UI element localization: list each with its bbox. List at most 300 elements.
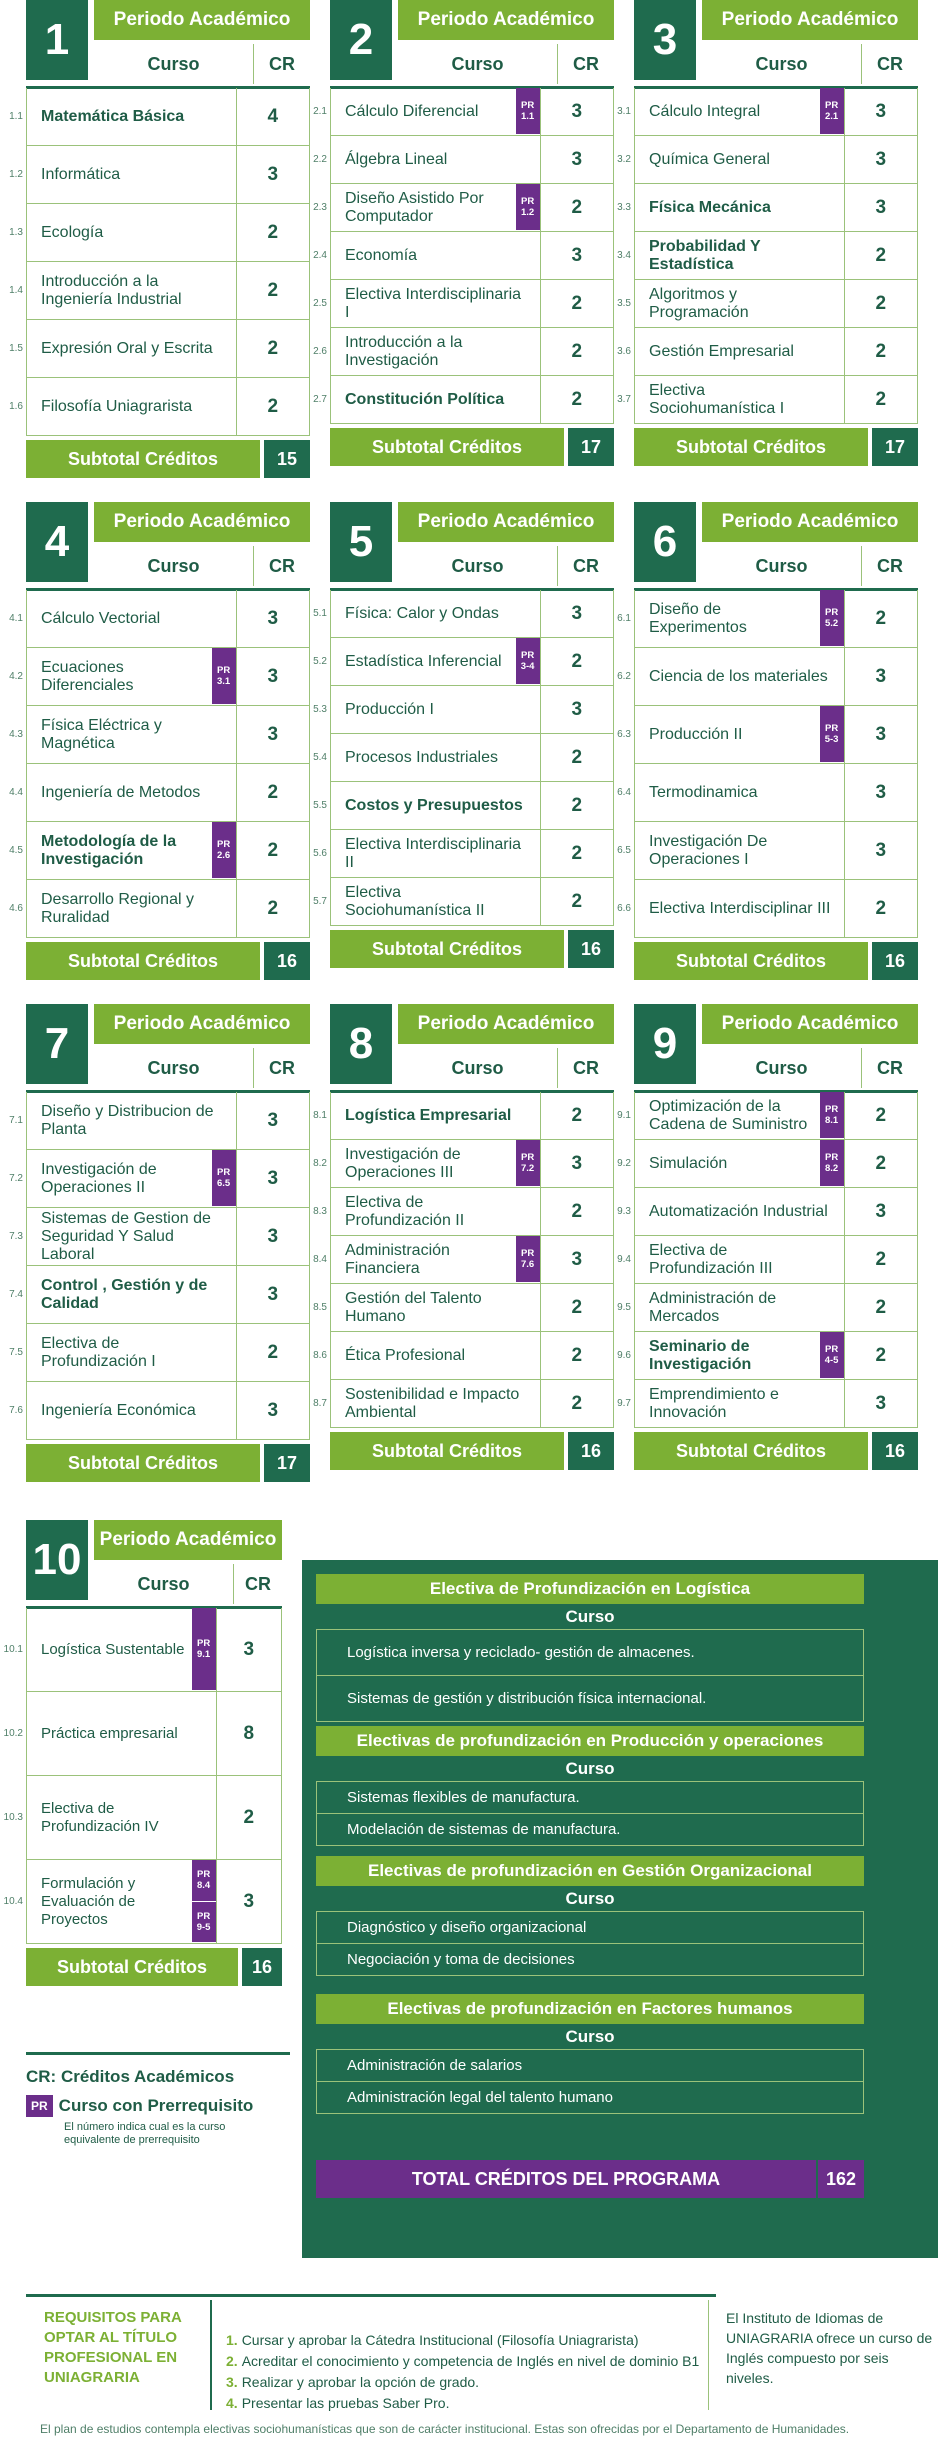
course-code: 9.6 [617,1350,631,1361]
course-name [331,1284,540,1331]
course-credits: 2 [540,1284,613,1331]
course-row [9,706,310,764]
institute-note: El Instituto de Idiomas de UNIAGRARIA ofrece un curso de Inglés compuesto por seis niveles. [726,2310,933,2386]
course-credits: 2 [540,328,613,375]
course-credits: 2 [844,328,917,375]
course-row [313,1332,614,1380]
course-row [617,184,918,232]
course-name [635,822,844,879]
course-name [27,822,236,879]
course-credits: 3 [236,1092,309,1149]
course-row [313,830,614,878]
course-code: 9.3 [617,1206,631,1217]
course-name-text: Física Eléctrica y Magnética [41,716,162,752]
course-name [331,1140,540,1187]
course-list [313,1092,614,1428]
column-header-cr: CR [573,53,599,74]
course-name-text: Desarrollo Regional y Ruralidad [41,890,194,926]
pr-value: 3-4 [520,661,535,672]
requirement-number: 3. [226,2374,238,2390]
course-name [27,764,236,821]
prerequisite-badge [516,88,540,135]
column-header-curso: Curso [702,1048,862,1088]
requirement-item [226,2393,699,2414]
course-row [313,88,614,136]
course-row [313,1284,614,1332]
elective-course: Administración de salarios [316,2050,864,2082]
elective-course: Logística inversa y reciclado- gestión de almacenes. [316,1630,864,1676]
course-row [313,1188,614,1236]
pr-value: 1.2 [521,207,535,218]
course-code: 8.4 [313,1254,327,1265]
legend-pr-note: El número indica cual es la curso equivalente de prerrequisito [64,2121,226,2146]
course-credits: 2 [844,1140,917,1187]
prerequisite-code [820,706,844,763]
course-list [9,1092,310,1440]
course-code: 4.2 [9,671,23,682]
course-row [9,1324,310,1382]
elective-block [316,1994,864,2114]
course-code: 3.7 [617,394,631,405]
course-name-text: Filosofía Uniagrarista [41,397,193,415]
course-code: 6.3 [617,729,631,740]
course-name [635,764,844,821]
semester-title: Periodo Académico [702,0,918,40]
course-credits: 2 [540,734,613,781]
course-code: 5.5 [313,800,327,811]
course-name-text: Procesos Industriales [345,748,498,766]
semester-number: 8 [330,1004,392,1084]
course-code: 1.2 [9,169,23,180]
course-name [331,638,540,685]
course-name [331,734,540,781]
course-name-text: Economía [345,246,418,264]
course-row [3,1692,282,1776]
course-name [27,1092,236,1149]
course-name [27,648,236,705]
prerequisite-code [516,1236,540,1283]
course-credits: 3 [540,88,613,135]
pr-label: PR [825,607,839,618]
course-list [9,88,310,436]
course-credits: 3 [236,1382,309,1439]
prerequisite-code [516,638,540,685]
course-row [313,1140,614,1188]
semester-header [330,502,614,590]
course-credits: 2 [844,590,917,647]
course-code: 2.3 [313,202,327,213]
course-credits: 3 [844,184,917,231]
course-credits: 2 [236,204,309,261]
course-credits: 2 [236,880,309,937]
course-code: 6.5 [617,845,631,856]
course-name-text: Optimización de la Cadena de Suministro [649,1097,808,1133]
course-credits: 3 [844,648,917,705]
legend-pr [26,2095,290,2117]
course-list [617,590,918,938]
prerequisite-badge [212,648,236,705]
course-name [635,590,844,647]
course-row [617,822,918,880]
course-name [27,262,236,319]
prerequisite-badge [820,1092,844,1139]
elective-curso-header: Curso [316,2024,864,2050]
column-header-curso: Curso [94,1048,254,1088]
course-name [635,280,844,327]
column-header-cr: CR [877,555,903,576]
total-label: TOTAL CRÉDITOS DEL PROGRAMA [316,2160,816,2198]
semester-header [26,0,310,88]
semester-number: 2 [330,0,392,80]
elective-curso-header: Curso [316,1604,864,1630]
course-credits: 3 [540,136,613,183]
course-row [617,1236,918,1284]
course-row [313,734,614,782]
prerequisite-code [192,1608,216,1691]
course-name-text: Administración de Mercados [649,1289,777,1325]
course-row [313,686,614,734]
prerequisite-code [192,1860,216,1902]
subtotal-label: Subtotal Créditos [634,428,868,466]
subtotal-label: Subtotal Créditos [330,1432,564,1470]
course-name-text: Seminario de Investigación [649,1337,752,1373]
course-row [3,1860,282,1944]
prerequisite-code [516,88,540,135]
subtotal-row [26,1444,310,1482]
course-row [9,880,310,938]
course-code: 2.7 [313,394,327,405]
course-credits: 2 [540,782,613,829]
course-name-text: Práctica empresarial [41,1724,178,1742]
course-credits: 2 [236,320,309,377]
course-name [635,706,844,763]
course-row [617,1332,918,1380]
subtotal-value: 17 [264,1444,310,1482]
course-name [27,880,236,937]
semester-title: Periodo Académico [702,502,918,542]
semester-number: 5 [330,502,392,582]
course-row [9,204,310,262]
semester-8 [313,1004,614,1470]
course-credits: 8 [216,1692,281,1775]
pr-value: 9.1 [197,1649,211,1660]
pr-label: PR [521,100,535,111]
course-name [635,1380,844,1427]
course-code: 8.6 [313,1350,327,1361]
course-credits: 2 [540,280,613,327]
course-name [331,88,540,135]
course-row [313,878,614,926]
semester-2 [313,0,614,466]
course-name-text: Física Mecánica [649,198,771,216]
column-header-cr: CR [245,1573,271,1594]
prerequisite-code [212,648,236,705]
column-header-cr: CR [269,53,295,74]
course-row [9,88,310,146]
course-name [635,1188,844,1235]
course-credits: 2 [844,1332,917,1379]
elective-title: Electivas de profundización en Gestión Organizacional [316,1856,864,1886]
course-credits: 2 [236,262,309,319]
course-name [331,376,540,423]
course-code: 2.5 [313,298,327,309]
course-name [27,1692,216,1775]
course-row [617,1140,918,1188]
semester-header [26,1004,310,1092]
course-name [27,378,236,435]
course-name-text: Investigación de Operaciones II [41,1160,157,1196]
course-name [331,136,540,183]
course-name [27,590,236,647]
course-credits: 3 [236,1266,309,1323]
course-row [617,1092,918,1140]
course-credits: 2 [540,184,613,231]
course-name [27,1608,216,1691]
course-name [27,146,236,203]
course-name-text: Algoritmos y Programación [649,285,749,321]
column-header-curso: Curso [94,1564,234,1604]
course-name [635,376,844,423]
course-code: 5.4 [313,752,327,763]
course-name-text: Ciencia de los materiales [649,667,828,685]
course-row [9,378,310,436]
course-row [313,782,614,830]
course-credits: 2 [540,376,613,423]
column-header-cr: CR [573,1057,599,1078]
course-name [331,782,540,829]
course-code: 6.6 [617,903,631,914]
course-credits: 3 [844,822,917,879]
course-credits: 3 [844,136,917,183]
pr-label: PR [825,1104,839,1115]
course-credits: 2 [540,1092,613,1139]
prerequisite-badge [516,1140,540,1187]
semester-number: 1 [26,0,88,80]
course-credits: 2 [540,1380,613,1427]
course-name [331,184,540,231]
course-row [313,1236,614,1284]
course-name [27,706,236,763]
course-name [635,232,844,279]
course-code: 2.1 [313,106,327,117]
pr-badge-legend: PR [26,2095,53,2117]
course-name-text: Diseño Asistido Por Computador [345,189,484,225]
requirement-text: Realizar y aprobar la opción de grado. [241,2374,480,2390]
course-row [3,1776,282,1860]
pr-label: PR [825,1152,839,1163]
course-code: 1.4 [9,285,23,296]
subtotal-value: 16 [242,1948,282,1986]
subtotal-row [330,930,614,968]
course-row [313,590,614,638]
course-code: 6.2 [617,671,631,682]
semester-title: Periodo Académico [702,1004,918,1044]
course-code: 7.3 [9,1231,23,1242]
course-name [27,1776,216,1859]
course-name [635,1284,844,1331]
course-name-text: Electiva de Profundización III [649,1241,773,1277]
course-credits: 2 [844,880,917,937]
pr-label: PR [217,839,231,850]
course-name-text: Simulación [649,1154,728,1172]
course-name-text: Ecología [41,223,104,241]
requirement-text: Cursar y aprobar la Cátedra Institucional (Filosofía Uniagrarista) [241,2332,639,2348]
pr-label: PR [825,100,839,111]
pr-label: PR [521,1248,535,1259]
prerequisite-code [516,184,540,231]
pr-label: PR [521,196,535,207]
course-name-text: Expresión Oral y Escrita [41,339,213,357]
course-credits: 3 [236,706,309,763]
course-name [635,1236,844,1283]
elective-course: Sistemas flexibles de manufactura. [316,1782,864,1814]
elective-curso-header: Curso [316,1886,864,1912]
course-name-text: Probabilidad Y Estadística [649,237,761,273]
legend [26,2052,290,2147]
course-name [331,830,540,877]
pr-value: 9-5 [196,1921,211,1933]
prerequisite-code [820,1140,844,1187]
course-name [27,88,236,145]
semester-7 [9,1004,310,1482]
course-credits: 2 [236,764,309,821]
course-code: 7.5 [9,1347,23,1358]
course-credits: 2 [236,378,309,435]
course-name [27,1150,236,1207]
course-credits: 3 [216,1860,281,1943]
course-row [9,262,310,320]
semester-9 [617,1004,918,1470]
course-row [617,706,918,764]
course-row [617,764,918,822]
footnote: El plan de estudios contempla electivas sociohumanísticas que son de carácter institucional. Estas son ofrecidas por el Departamento de Humanidades. [40,2422,850,2436]
course-name-text: Electiva de Profundización IV [41,1799,159,1835]
course-code: 5.3 [313,704,327,715]
course-row [3,1608,282,1692]
course-row [9,764,310,822]
course-credits: 3 [236,1208,309,1265]
course-credits: 2 [540,878,613,925]
course-name-text: Termodinamica [649,783,758,801]
prerequisite-code [820,1332,844,1379]
semester-4 [9,502,310,980]
requirement-text: Acreditar el conocimiento y competencia de Inglés en nivel de dominio B1 [241,2353,700,2369]
course-credits: 3 [216,1608,281,1691]
subtotal-value: 16 [872,1432,918,1470]
semester-5 [313,502,614,968]
course-code: 5.1 [313,608,327,619]
course-name-text: Investigación De Operaciones I [649,832,768,868]
course-name [27,1382,236,1439]
course-credits: 3 [540,232,613,279]
course-code: 8.3 [313,1206,327,1217]
course-row [313,376,614,424]
semester-number: 4 [26,502,88,582]
course-name-text: Ecuaciones Diferenciales [41,658,134,694]
institute-divider [708,2300,709,2410]
course-credits: 3 [540,1236,613,1283]
course-row [617,376,918,424]
course-name [331,1188,540,1235]
course-credits: 2 [844,1284,917,1331]
prerequisite-badge [516,184,540,231]
pr-value: 7.2 [521,1163,535,1174]
course-name-text: Electiva de Profundización II [345,1193,465,1229]
requirements [26,2294,938,2414]
course-code: 3.5 [617,298,631,309]
course-row [617,1188,918,1236]
pr-value: 6.5 [217,1178,231,1189]
pr-value: 2.6 [217,850,231,861]
requirements-list [226,2330,699,2414]
course-name [331,328,540,375]
course-code: 7.1 [9,1115,23,1126]
subtotal-label: Subtotal Créditos [26,440,260,478]
course-name [331,590,540,637]
course-name-text: Cálculo Integral [649,102,761,120]
course-credits: 3 [236,146,309,203]
semester-title: Periodo Académico [398,0,614,40]
legend-rule [26,2052,290,2055]
course-name-text: Constitución Política [345,390,505,408]
requirement-text: Presentar las pruebas Saber Pro. [241,2395,450,2411]
course-row [313,136,614,184]
elective-block [316,1856,864,1976]
course-list [313,590,614,926]
course-name-text: Diseño y Distribucion de Planta [41,1102,214,1138]
course-code: 1.5 [9,343,23,354]
semester-title: Periodo Académico [94,1520,282,1560]
pr-label: PR [825,1344,839,1355]
course-credits: 3 [844,88,917,135]
course-code: 10.1 [3,1644,23,1655]
pr-label: PR [197,1869,211,1881]
course-code: 1.1 [9,111,23,122]
course-name [331,686,540,733]
course-name-text: Diseño de Experimentos [649,600,747,636]
course-row [617,88,918,136]
course-name-text: Física: Calor y Ondas [345,604,499,622]
course-credits: 3 [236,1150,309,1207]
pr-value: 5-3 [824,734,839,745]
column-header-curso: Curso [398,546,558,586]
prerequisite-badge [212,1150,236,1207]
electives-panel [302,1560,938,2258]
pr-value: 7.6 [521,1259,535,1270]
prerequisite-badge [516,638,540,685]
elective-title: Electivas de profundización en Factores humanos [316,1994,864,2024]
pr-label: PR [217,665,231,676]
semester-number: 7 [26,1004,88,1084]
course-row [9,1382,310,1440]
pr-value: 5.2 [825,618,839,629]
course-name [27,1324,236,1381]
course-code: 8.1 [313,1110,327,1121]
course-credits: 3 [236,590,309,647]
pr-value: 2.1 [825,111,839,122]
course-name-text: Formulación y Evaluación de Proyectos [41,1874,136,1928]
course-credits: 3 [540,686,613,733]
semester-number: 3 [634,0,696,80]
subtotal-value: 16 [568,930,614,968]
semester-header [330,1004,614,1092]
elective-course: Negociación y toma de decisiones [316,1944,864,1976]
course-name-text: Metodología de la Investigación [41,832,177,868]
course-row [313,184,614,232]
column-header-cr: CR [877,1057,903,1078]
subtotal-label: Subtotal Créditos [26,1948,238,1986]
subtotal-row [330,428,614,466]
